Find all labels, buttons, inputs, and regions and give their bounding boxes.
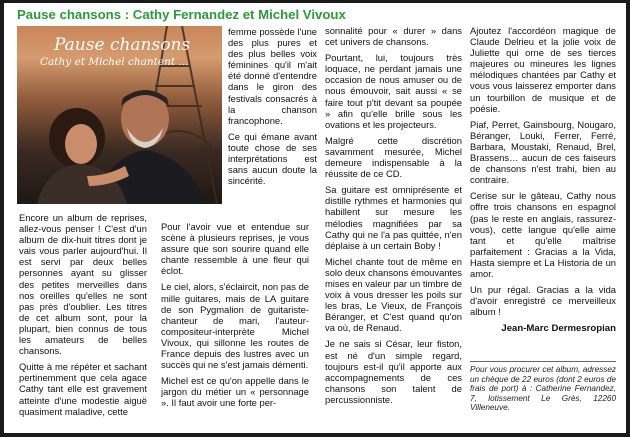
column-2-bottom [161, 221, 309, 414]
paragraph: Pourtant, lui, toujours très loquace, ne perdant jamais une occasion de nous amuser ou de nous émouvoir, sait aussi « se faire tout p'tit devant sa poupée » afin qu'elle brille sous les ovations et les projecteurs. [325, 52, 462, 130]
cover-title: Pause chansons [54, 35, 191, 55]
album-cover-photo [17, 26, 222, 204]
column-3 [325, 25, 462, 410]
paragraph: Malgré cette discrétion savamment mesurée, Michel demeure indispensable à la réussite de ce CD. [325, 134, 462, 180]
paragraph: sonnalité pour « durer » dans cet univers de chansons. [325, 25, 462, 48]
paragraph: Je ne sais si César, leur fiston, est né d'un simple regard, toujours est-il qu'il apporte aux accompagnements de ces chansons son talent de percussionniste. [325, 338, 462, 405]
paragraph: Ce qui émane avant toute chose de ses interprétations est sans aucun doute la sincérité. [228, 130, 317, 187]
column-1 [19, 212, 147, 422]
paragraph: Michel est ce qu'on appelle dans le jargon du métier un « personnage ». Il faut avoir une forte per- [161, 375, 309, 409]
column-4 [470, 25, 616, 334]
paragraph: Ajoutez l'accordéon magique de Claude Delrieu et la jolie voix de Juliette qui orne de ses tierces majeures ou mineures les lignes mélodiques chantées par Cathy et vous vous laisserez emporter dans un tourbillon de musique et de poésie. [470, 25, 616, 114]
paragraph: Quitte à me répéter et sachant pertinemment que cela agace Cathy tant elle est gravement atteinte d'une modestie aiguë quasiment maladive, cette [19, 361, 147, 417]
paragraph: Un pur régal. Gracias a la vida d'avoir enregistré ce merveilleux album ! [470, 284, 616, 318]
paragraph: Encore un album de reprises, allez-vous penser ! C'est d'un album de dix-huit titres dont je vais vous parler aujourd'hui. Il est servi par deux belles personnes ayant su glisser des petites merveilles dans nos oreilles qu'elles ne sont pas près d'oublier. Les titres de cet album sont, pour la plupart, bien connus de tous les amateurs de belles chansons. [19, 212, 147, 357]
article-title: Pause chansons : Cathy Fernandez et Michel Vivoux [17, 7, 346, 22]
cover-subtitle: Cathy et Michel chantent ... [40, 56, 189, 68]
paragraph: Cerise sur le gâteau, Cathy nous offre trois chansons en espagnol (pas le reste en anglais, rassurez-vous), cette langue qu'elle aime tant et qu'elle maîtrise parfaitement : Gracias a la Vida, Hasta siempre et La Historia de un amor. [470, 190, 616, 279]
order-note: Pour vous procurer cet album, adressez un chèque de 22 euros (dont 2 euros de frais de port) à : Catherine Fernandez, 7, lotissement Le Grès, 12260 Villeneuve. [470, 361, 616, 413]
paragraph: Michel chante tout de même en solo deux chansons émouvantes mises en valeur par un timbre de voix à vous dresser les poils sur les bras, Le Vieux, de François Béranger, et C'est quand qu'on va où, de Renaud. [325, 255, 462, 334]
paragraph: Pour l'avoir vue et entendue sur scène à plusieurs reprises, je vous assure que son sourire quand elle chante ressemble à une fleur qui éclot. [161, 221, 309, 277]
paragraph: Le ciel, alors, s'éclaircit, non pas de mille guitares, mais de LA guitare de son Pygmalion de guitariste-chanteur de mari, l'auteur-compositeur-interprète Michel Vivoux, qui sillonne les routes de France depuis des lustres avec un succès qui ne s'est jamais démenti. [161, 281, 309, 371]
paragraph: Sa guitare est omniprésente et distille rythmes et harmonies qui habillent sur mesure les mélodies magnifiées par sa Cathy qui ne l'a pas quittée, n'en déplaise à un certain Boby ! [325, 184, 462, 251]
paragraph: femme possède l'une des plus pures et des plus belles voix féminines qu'il m'ait été donné d'entendre dans le giron des festivals consacrés à la chanson francophone. [228, 26, 317, 126]
magazine-page [4, 3, 626, 433]
paragraph: Piaf, Perret, Gainsbourg, Nougaro, Béranger, Louki, Ferrer, Ferré, Barbara, Moustaki, Renaud, Brel, Brassens… aucun de ces faiseurs de chansons n'est trahi, bien au contraire. [470, 118, 616, 186]
column-2-top [228, 26, 317, 191]
author-signature: Jean-Marc Dermesropian [501, 323, 616, 335]
